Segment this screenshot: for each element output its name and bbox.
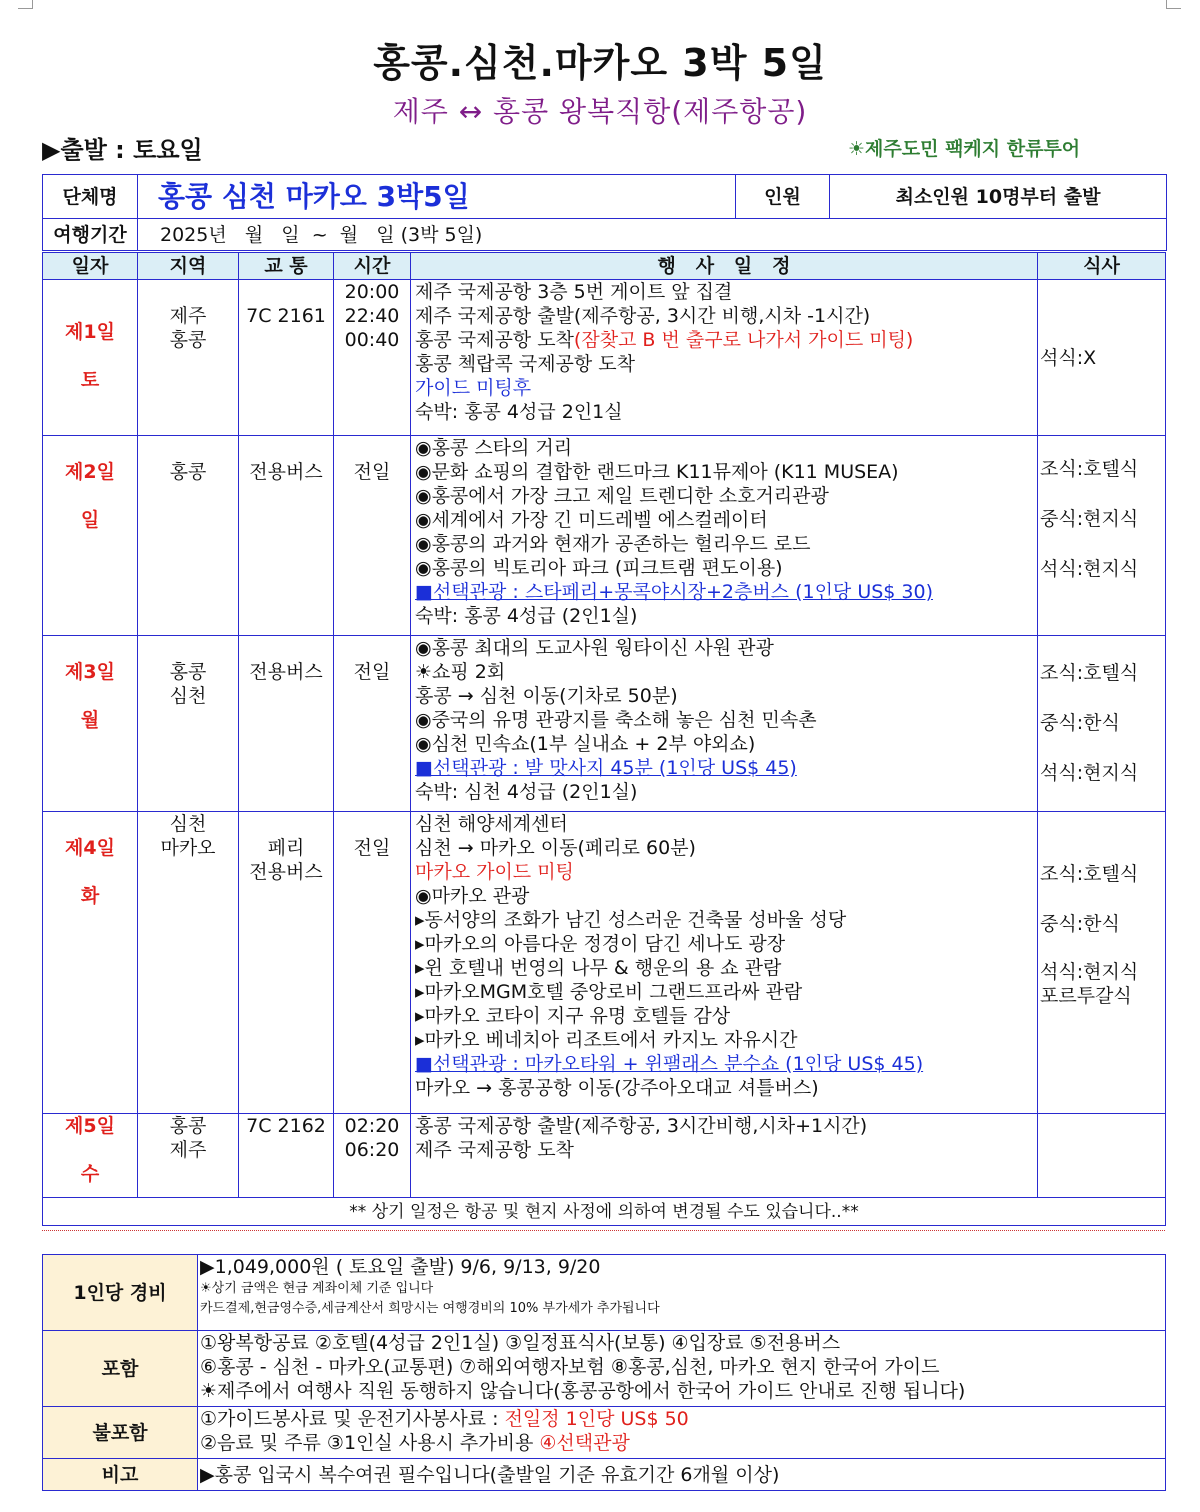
- package-tag: ☀제주도민 팩케지 한류투어: [848, 138, 1081, 160]
- meal: 석식:현지식: [1040, 558, 1139, 580]
- region: 마카오: [160, 837, 216, 859]
- day-row-2: [43, 436, 1166, 636]
- region: 제주: [169, 305, 207, 327]
- schedule-line: ◉홍콩 최대의 도교사원 웡타이신 사원 관광: [415, 637, 774, 659]
- meal: 석식:현지식: [1040, 961, 1139, 983]
- meal: 조식:호텔식: [1040, 458, 1139, 480]
- schedule-line: ◉홍콩에서 가장 크고 제일 트렌디한 소호거리관광: [415, 485, 829, 507]
- day-label: 제5일: [65, 1115, 115, 1137]
- transport: 전용버스: [239, 636, 334, 812]
- meal: 조식:호텔식: [1040, 863, 1139, 885]
- day-row-5: [43, 1114, 1166, 1198]
- time: 전일: [334, 636, 411, 812]
- schedule-line: ▸마카오MGM호텔 중앙로비 그랜드프라싸 관람: [415, 981, 803, 1003]
- period-value: 2025년 월 일 ~ 월 일 (3박 5일): [138, 219, 1167, 251]
- remark-label: 비고: [43, 1459, 198, 1491]
- day-row-4: [43, 812, 1166, 1114]
- schedule-table: [42, 252, 1166, 1226]
- departure-day: ▶출발 : 토요일: [42, 136, 203, 164]
- meal: 석식:X: [1038, 280, 1166, 436]
- schedule-line: ◉홍콩의 과거와 현재가 공존하는 헐리우드 로드: [415, 533, 811, 555]
- optional-tour-note: ④선택관광: [539, 1432, 630, 1454]
- schedule-line: 제주 국제공항 도착: [415, 1139, 574, 1161]
- schedule-line: 제주 국제공항 출발(제주항공, 3시간 비행,시차 -1시간): [415, 305, 871, 327]
- optional-tour: ■선택관광 : 마카오타워 + 윈팰래스 분수쇼 (1인당 US$ 45): [415, 1053, 924, 1075]
- schedule-line: ◉홍콩 스타의 거리: [415, 437, 573, 459]
- meal: 포르투갈식: [1040, 985, 1132, 1007]
- day-label: 제1일: [65, 321, 115, 343]
- col-meal: 식사: [1038, 253, 1166, 280]
- col-date: 일자: [43, 253, 138, 280]
- group-name-label: 단체명: [43, 175, 138, 219]
- schedule-line: ◉문화 쇼핑의 결합한 랜드마크 K11뮤제아 (K11 MUSEA): [415, 461, 899, 483]
- meal: 중식:한식: [1040, 913, 1120, 935]
- hotel-line: 숙박: 홍콩 4성급 (2인1실): [415, 605, 638, 627]
- hotel-line: 숙박: 홍콩 4성급 2인1실: [415, 401, 623, 423]
- schedule-line: ▸마카오의 아름다운 정경이 담긴 세나도 광장: [415, 933, 786, 955]
- schedule-line: ▸마카오 코타이 지구 유명 호텔들 감상: [415, 1005, 731, 1027]
- weekday-label: 토: [80, 369, 100, 391]
- time: 00:40: [344, 329, 400, 351]
- transport: 전용버스: [239, 436, 334, 636]
- period-label: 여행기간: [43, 219, 138, 251]
- day-label: 제2일: [65, 461, 115, 483]
- schedule-line: 심천 → 마카오 이동(페리로 60분): [415, 837, 696, 859]
- price-note: ☀상기 금액은 현금 계좌이체 기준 입니다: [200, 1281, 434, 1296]
- region: 심천: [169, 685, 207, 707]
- region: 홍콩: [138, 436, 239, 636]
- people-value: 최소인원 10명부터 출발: [830, 175, 1167, 219]
- weekday-label: 수: [80, 1163, 100, 1185]
- transport: 7C 2161: [239, 280, 334, 436]
- schedule-line: ☀쇼핑 2회: [415, 661, 506, 683]
- optional-tour: ■선택관광 : 스타페리+몽콕야시장+2층버스 (1인당 US$ 30): [415, 581, 933, 603]
- col-schedule: 행 사 일 정: [411, 253, 1038, 280]
- meal: 중식:현지식: [1040, 508, 1139, 530]
- schedule-line: ◉중국의 유명 관광지를 축소해 놓은 심천 민속촌: [415, 709, 817, 731]
- time: 02:20: [344, 1115, 400, 1137]
- schedule-line: 홍콩 첵랍콕 국제공항 도착: [415, 353, 636, 375]
- transport: 7C 2162: [239, 1114, 334, 1198]
- optional-tour: ■선택관광 : 발 맛사지 45분 (1인당 US$ 45): [415, 757, 797, 779]
- crop-mark-left: [18, 0, 33, 9]
- include-line: ①왕복항공료 ②호텔(4성급 2인1실) ③일정표식사(보통) ④입장료 ⑤전용버스: [200, 1332, 841, 1354]
- time: 전일: [334, 812, 411, 1114]
- transport: 페리: [267, 837, 305, 859]
- meeting-note: (잠찾고 B 번 출구로 나가서 가이드 미팅): [573, 329, 914, 351]
- meal: 조식:호텔식: [1040, 662, 1139, 684]
- schedule-line: ◉마카오 관광: [415, 885, 530, 907]
- region: 홍콩: [169, 329, 207, 351]
- itinerary-table: [42, 174, 1167, 251]
- schedule-line: ▸윈 호텔내 번영의 나무 & 행운의 용 쇼 관람: [415, 957, 782, 979]
- crop-mark-right: [1166, 0, 1181, 9]
- schedule-line: 마카오 가이드 미팅: [415, 861, 574, 883]
- schedule-line: 홍콩 국제공항 도착: [415, 329, 574, 351]
- weekday-label: 일: [80, 509, 100, 531]
- group-name-value: 홍콩 심천 마카오 3박5일: [138, 175, 736, 219]
- region: 홍콩: [169, 1115, 207, 1137]
- schedule-notice: ** 상기 일정은 항공 및 현지 사정에 의하여 변경될 수도 있습니다..**: [43, 1198, 1166, 1226]
- schedule-line: 마카오 → 홍콩공항 이동(강주아오대교 셔틀버스): [415, 1077, 819, 1099]
- exclude-label: 불포함: [43, 1407, 198, 1459]
- page-subtitle: 제주 ↔ 홍콩 왕복직항(제주항공): [392, 95, 808, 128]
- weekday-label: 화: [80, 885, 100, 907]
- day-row-3: [43, 636, 1166, 812]
- section-divider: [42, 1230, 1165, 1231]
- day-label: 제4일: [65, 837, 115, 859]
- include-line: ☀제주에서 여행사 직원 동행하지 않습니다(홍콩공항에서 한국어 가이드 안내로 진행 됩니다): [200, 1380, 966, 1402]
- region: 심천: [169, 813, 207, 835]
- schedule-line: 홍콩 국제공항 출발(제주항공, 3시간비행,시차+1시간): [415, 1115, 868, 1137]
- time: 22:40: [344, 305, 400, 327]
- cost-label: 1인당 경비: [43, 1255, 198, 1331]
- include-label: 포함: [43, 1331, 198, 1407]
- guide-fee: 전일정 1인당 US$ 50: [504, 1408, 689, 1430]
- exclude-line: ②음료 및 주류 ③1인실 사용시 추가비용: [200, 1432, 540, 1454]
- col-time: 시간: [334, 253, 411, 280]
- price-note: 카드결제,현금영수증,세금계산서 희망시는 여행경비의 10% 부가세가 추가됩니다: [200, 1301, 660, 1316]
- page-title: 홍콩.심천.마카오 3박 5일: [373, 41, 827, 85]
- hotel-line: 숙박: 심천 4성급 (2인1실): [415, 781, 638, 803]
- col-transport: 교 통: [239, 253, 334, 280]
- schedule-line: ▸마카오 베네치아 리조트에서 카지노 자유시간: [415, 1029, 798, 1051]
- schedule-line: ◉홍콩의 빅토리아 파크 (피크트램 편도이용): [415, 557, 783, 579]
- col-region: 지역: [138, 253, 239, 280]
- schedule-line: ◉심천 민속쇼(1부 실내쇼 + 2부 야외쇼): [415, 733, 756, 755]
- include-line: ⑥홍콩 - 심천 - 마카오(교통편) ⑦해외여행자보험 ⑧홍콩,심천, 마카오 현지 한국어 가이드: [200, 1356, 940, 1378]
- exclude-line: ①가이드봉사료 및 운전기사봉사료 :: [200, 1408, 505, 1430]
- people-label: 인원: [736, 175, 830, 219]
- time: 전일: [334, 436, 411, 636]
- schedule-line: ◉세계에서 가장 긴 미드레벨 에스컬레이터: [415, 509, 768, 531]
- region: 제주: [169, 1139, 207, 1161]
- transport: 전용버스: [249, 861, 323, 883]
- meal: 중식:한식: [1040, 712, 1120, 734]
- schedule-line: ▸동서양의 조화가 남긴 성스러운 건축물 성바울 성당: [415, 909, 847, 931]
- meal: 석식:현지식: [1040, 762, 1139, 784]
- schedule-line: 홍콩 → 심천 이동(기차로 50분): [415, 685, 678, 707]
- time: 06:20: [344, 1139, 400, 1161]
- day-row-1: [43, 280, 1166, 436]
- schedule-line: 제주 국제공항 3층 5번 게이트 앞 집결: [415, 281, 733, 303]
- cost-table: [42, 1254, 1166, 1491]
- day-label: 제3일: [65, 661, 115, 683]
- schedule-line: 가이드 미팅후: [415, 377, 532, 399]
- price-line: ▶1,049,000원 ( 토요일 출발) 9/6, 9/13, 9/20: [200, 1256, 601, 1278]
- meal-empty: [1038, 1114, 1166, 1198]
- weekday-label: 월: [80, 709, 100, 731]
- time: 20:00: [344, 281, 400, 303]
- remark-text: ▶홍콩 입국시 복수여권 필수입니다(출발일 기준 유효기간 6개월 이상): [198, 1459, 1166, 1491]
- schedule-line: 심천 해양세계센터: [415, 813, 568, 835]
- region: 홍콩: [169, 661, 207, 683]
